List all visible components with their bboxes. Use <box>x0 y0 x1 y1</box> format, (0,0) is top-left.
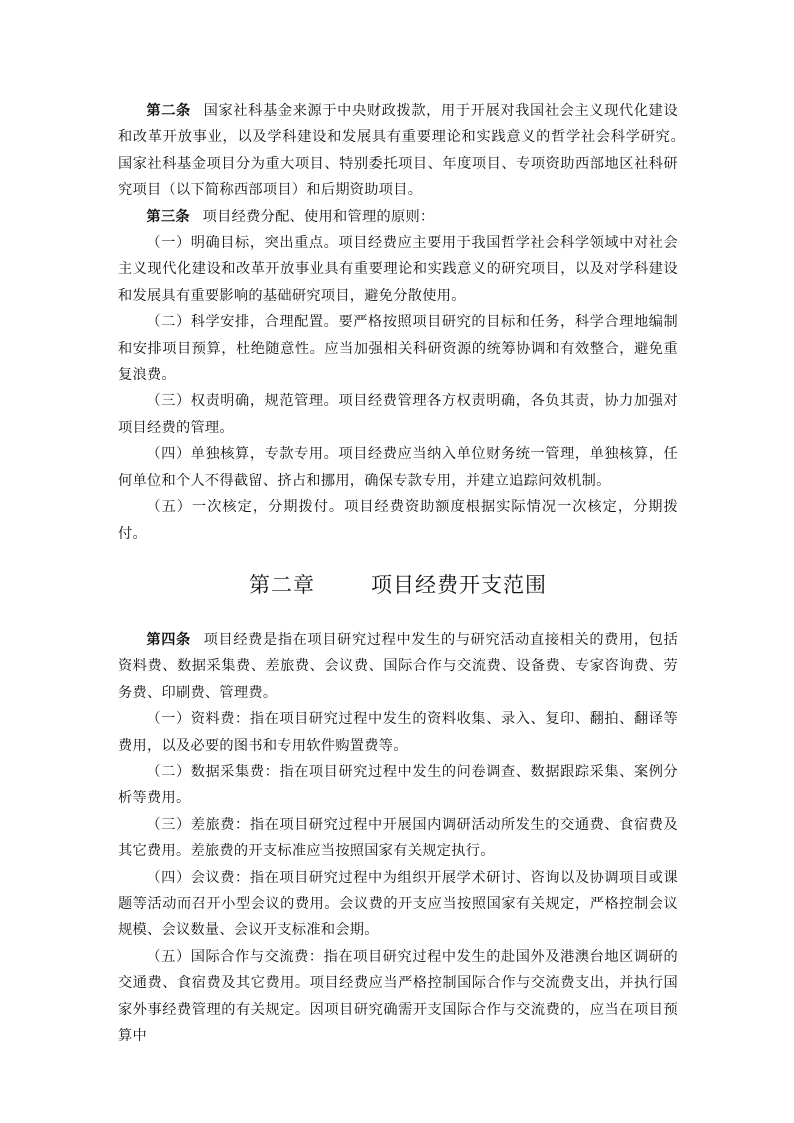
article-2-text: 国家社科基金来源于中央财政拨款，用于开展对我国社会主义现代化建设和改革开放事业，以及学科建设和发展具有重要理论和实践意义的哲学社会科学研究。 国家社科基金项目分为重大项目、特别委托项目、年度项目、专项资助西部地区社科研究项目（以下简称西部项目）和后期资助项目。 <box>118 103 693 199</box>
principle-5: （五）一次核定，分期拨付。项目经费资助额度根据实际情况一次核定，分期拨付。 <box>118 499 678 542</box>
principle-4: （四）单独核算，专款专用。项目经费应当纳入单位财务统一管理，单独核算，任何单位和个人不得截留、挤占和挪用，确保专款专用，并建立追踪问效机制。 <box>118 446 678 489</box>
chapter-heading <box>118 567 678 603</box>
article-3-text: 项目经费分配、使用和管理的原则： <box>202 208 435 225</box>
expense-item-3: （三）差旅费：指在项目研究过程中开展国内调研活动所发生的交通费、食宿费及其它费用。差旅费的开支标准应当按照国家有关规定执行。 <box>118 816 678 860</box>
principle-1: （一）明确目标，突出重点。项目经费应主要用于我国哲学社会科学领域中对社会主义现代化建设和改革开放事业具有重要理论和实践意义的研究项目，以及对学科建设和发展具有重要影响的基础研究项目，避免分散使用。 <box>118 235 678 304</box>
expense-item-4: （四）会议费：指在项目研究过程中为组织开展学术研讨、咨询以及协调项目或课题等活动而召开小型会议的费用。会议费的开支应当按照国家有关规定，严格控制会议规模、会议数量、会议开支标准和会期。 <box>118 869 678 939</box>
chapter-title: 项目经费开支范围 <box>371 572 547 597</box>
article-4 <box>118 627 678 706</box>
chapter-number: 第二章 <box>249 572 315 597</box>
article-4-lead: 第四条 <box>146 631 191 648</box>
expense-item-1: （一）资料费：指在项目研究过程中发生的资料收集、录入、复印、翻拍、翻译等费用，以及必要的图书和专用软件购置费等。 <box>118 711 678 754</box>
expense-item-5: （五）国际合作与交流费：指在项目研究过程中发生的赴国外及港澳台地区调研的交通费、食宿费及其它费用。项目经费应当严格控制国际合作与交流费支出，并执行国家外事经费管理的有关规定。因项目研究确需开支国际合作与交流费的，应当在项目预算中 <box>118 948 678 1044</box>
article-2-lead: 第二条 <box>146 103 191 119</box>
article-3-lead: 第三条 <box>146 208 190 225</box>
principle-2: （二）科学安排，合理配置。要严格按照项目研究的目标和任务，科学合理地编制和安排项目预算，杜绝随意性。应当加强相关科研资源的统筹协调和有效整合，避免重复浪费。 <box>118 314 678 384</box>
principle-3: （三）权责明确，规范管理。项目经费管理各方权责明确，各负其责，协力加强对项目经费的管理。 <box>118 393 678 436</box>
document-page <box>118 98 693 1049</box>
article-4-text: 项目经费是指在项目研究过程中发生的与研究活动直接相关的费用，包括资料费、数据采集费、差旅费、会议费、国际合作与交流费、设备费、专家咨询费、劳务费、印刷费、管理费。 <box>118 631 679 701</box>
section-top <box>118 98 693 547</box>
article-3 <box>118 204 678 230</box>
section-bottom <box>118 627 678 1050</box>
article-2 <box>118 98 693 204</box>
expense-item-2: （二）数据采集费：指在项目研究过程中发生的问卷调查、数据跟踪采集、案例分析等费用。 <box>118 763 678 807</box>
